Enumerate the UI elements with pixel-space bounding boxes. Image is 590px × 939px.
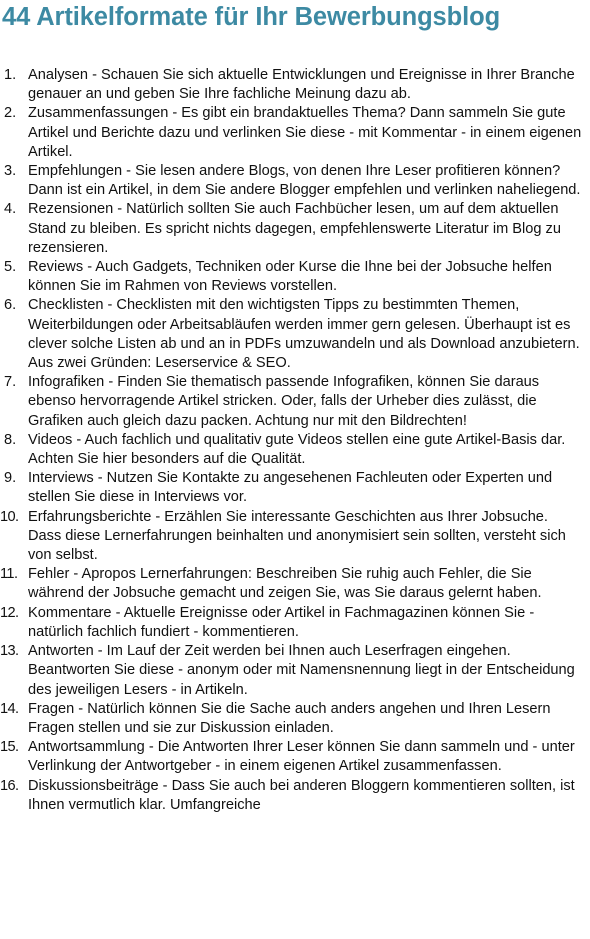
list-item-text: Antworten - Im Lauf der Zeit werden bei Ihnen auch Leserfragen eingehen. Beantworten Sie diese - anonym oder mit Namensnennung liegt in der Entscheidung des jeweiligen Lesers - in Artikeln. [28,643,575,698]
list-item [0,642,590,700]
list-item-text: Fragen - Natürlich können Sie die Sache auch anders angehen und Ihren Lesern Fragen stellen und sie zur Diskussion einladen. [28,700,551,736]
list-item [0,66,590,104]
list-item-number: 1. [4,67,17,83]
list-item [0,700,590,738]
list-item-text: Infografiken - Finden Sie thematisch passende Infografiken, können Sie daraus ebenso hervorragende Artikel stricken. Oder, falls der Urheber dies zulässt, die Grafiken auch gleich dazu packen. Achtung nur mit den Bildrechten! [28,374,540,429]
list-item-text: Interviews - Nutzen Sie Kontakte zu angesehenen Fachleuten oder Experten und stellen Sie diese in Interviews vor. [28,470,553,506]
list-item [0,373,590,431]
list-item-number: 10. [0,508,19,525]
list-item-number: 9. [4,470,17,487]
list-item [0,431,590,469]
list-item [0,162,590,200]
list-item [0,777,590,815]
list-item [0,104,590,162]
list-item-number: 5. [4,259,17,276]
list-item-number: 8. [4,431,17,448]
list-item-text: Rezensionen - Natürlich sollten Sie auch Fachbücher lesen, um auf dem aktuellen Stand zu bleiben. Es spricht nichts dagegen, empfehlenswerte Literatur im Blog zu rezensieren. [28,201,561,256]
list-item-text: Kommentare - Aktuelle Ereignisse oder Artikel in Fachmagazinen können Sie - natürlich fachlich fundiert - kommentieren. [28,604,535,640]
list-item [0,508,590,566]
list-item-number: 3. [4,163,17,180]
list-item-text: Checklisten - Checklisten mit den wichtigsten Tipps zu bestimmten Themen, Weiterbildungen oder Arbeitsabläufen werden immer gern gelesen. Überhaupt ist es clever solche Listen ab und an in PDFs umzuwandeln und als Download anzubietern. Aus zwei Gründen: Leserservice & SEO. [28,297,580,372]
list-item [0,258,590,296]
list-item [0,565,590,603]
list-item-number: 2. [4,105,17,122]
list-item-text: Diskussionsbeiträge - Dass Sie auch bei anderen Bloggern kommentieren sollten, ist Ihnen vermutlich klar. Umfangreiche [28,777,575,813]
list-item [0,469,590,507]
list-item-text: Fehler - Apropos Lernerfahrungen: Beschreiben Sie ruhig auch Fehler, die Sie während der Jobsuche gemacht und zeigen Sie, was Sie daraus gelernt haben. [28,566,542,602]
list-item-number: 6. [4,297,17,314]
list-item-number: 14. [0,700,19,717]
list-item-text: Erfahrungsberichte - Erzählen Sie interessante Geschichten aus Ihrer Jobsuche. Dass diese Lernerfahrungen beinhalten und anonymisiert sein sollten, versteht sich von selbst. [28,508,566,564]
article-format-list [0,66,590,815]
list-item-text: Videos - Auch fachlich und qualitativ gute Videos stellen eine gute Artikel-Basis dar. Achten Sie hier besonders auf die Qualität. [28,431,566,468]
list-item-number: 7. [4,374,17,391]
list-item-number: 13. [0,643,19,660]
list-item-text: Zusammenfassungen - Es gibt ein brandaktuelles Thema? Dann sammeln Sie gute Artikel und Berichte dazu und verlinken Sie diese - mit Kommentar - in einem eigenen Artikel. [28,105,582,160]
list-item [0,738,590,776]
list-item-text: Antwortsammlung - Die Antworten Ihrer Leser können Sie dann sammeln und - unter Verlinkung der Antwortgeber - in einem eigenen Artikel zusammenfassen. [28,739,575,775]
list-item-text: Analysen - Schauen Sie sich aktuelle Entwicklungen und Ereignisse in Ihrer Branche genauer an und geben Sie Ihre fachliche Meinung dazu ab. [28,67,575,103]
page-title: 44 Artikelformate für Ihr Bewerbungsblog [2,3,501,31]
list-item-text: Reviews - Auch Gadgets, Techniken oder Kurse die Ihne bei der Jobsuche helfen können Sie im Rahmen von Reviews vorstellen. [28,259,552,295]
list-item [0,296,590,373]
list-item-number: 15. [0,739,19,756]
list-item-text: Empfehlungen - Sie lesen andere Blogs, von denen Ihre Leser profitieren können? Dann ist ein Artikel, in dem Sie andere Blogger empfehlen und verlinken naheliegend. [28,163,581,199]
list-item [0,200,590,258]
list-item-number: 4. [4,201,17,218]
list-item-number: 11. [0,566,18,583]
list-item-number: 16. [0,777,19,794]
list-item-number: 12. [0,604,19,621]
list-item [0,604,590,642]
